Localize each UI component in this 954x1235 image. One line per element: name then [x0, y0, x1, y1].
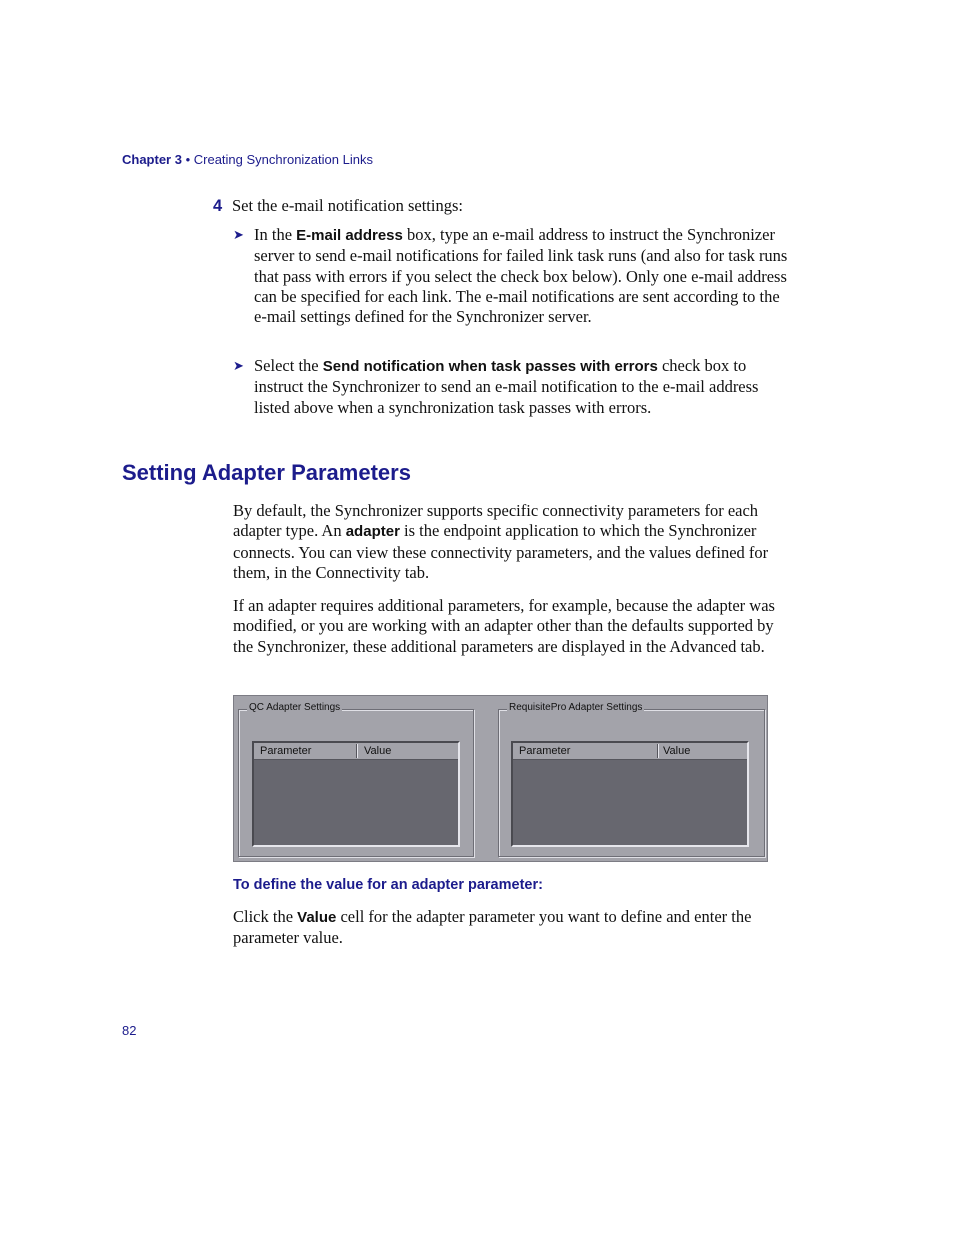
bullet-arrow-icon: ➤ [233, 358, 244, 373]
paragraph-adapter-intro [233, 501, 793, 583]
procedure-title: To define the value for an adapter parameter: [233, 877, 543, 893]
requisitepro-parameters-grid[interactable] [511, 741, 749, 847]
paragraph-keyword: adapter [345, 523, 400, 541]
column-header-parameter[interactable]: Parameter [260, 745, 312, 757]
bullet-email-address [233, 225, 793, 327]
bullet-post: check box to instruct the Synchronizer to send an e-mail notification to the e-mail address listed above when a synchronization task passes with errors. [254, 356, 759, 417]
grid-header [513, 743, 747, 760]
column-header-value[interactable]: Value [364, 745, 392, 757]
bullet-arrow-icon: ➤ [233, 227, 244, 242]
qc-adapter-settings-group [238, 702, 474, 857]
bullet-text [254, 356, 793, 418]
qc-parameters-grid[interactable] [252, 741, 460, 847]
step-text: Set the e-mail notification settings: [232, 196, 463, 215]
running-header [122, 152, 373, 167]
procedure-post: cell for the adapter parameter you want to define and enter the parameter value. [233, 907, 752, 948]
step-4 [213, 196, 463, 216]
paragraph-pre: By default, the Synchronizer supports specific connectivity parameters for each adapter type. An [233, 501, 759, 541]
bullet-text [254, 225, 793, 327]
column-separator[interactable] [356, 744, 357, 758]
bullet-send-notification [233, 356, 793, 418]
step-number: 4 [213, 197, 223, 215]
bullet-post: box, type an e-mail address to instruct the Synchronizer server to send e-mail notifications for failed link task runs (and also for task runs that pass with errors if you select the check box below). Only one e-mail address can be specified for each link. The e-mail notifications are sent according to the e-mail settings defined for the Synchronizer server. [254, 225, 788, 327]
column-header-value[interactable]: Value [663, 745, 691, 757]
header-separator: • [181, 152, 194, 167]
procedure-pre: Click the [233, 907, 298, 926]
column-header-parameter[interactable]: Parameter [519, 745, 571, 757]
group-label: RequisitePro Adapter Settings [509, 702, 643, 713]
grid-header [254, 743, 458, 760]
paragraph-advanced-tab: If an adapter requires additional parameters, for example, because the adapter was modified, or you are working with an adapter other than the defaults supported by the Synchronizer, these additional parameters are displayed in the Advanced tab. [233, 596, 775, 656]
bullet-keyword: E-mail address [296, 227, 403, 244]
bullet-keyword: Send notification when task passes with errors [322, 358, 658, 375]
group-label: QC Adapter Settings [249, 702, 341, 713]
paragraph-post: is the endpoint application to which the Synchronizer connects. You can view these connectivity parameters, and the values defined for them, in the Connectivity tab. [233, 521, 769, 582]
page-number: 82 [122, 1023, 137, 1038]
section-heading: Setting Adapter Parameters [122, 460, 411, 485]
bullet-pre: In the [254, 225, 297, 244]
adapter-settings-screenshot [233, 695, 768, 862]
procedure-keyword: Value [297, 909, 337, 926]
header-chapter: Chapter 3 [122, 152, 182, 167]
procedure-text [233, 907, 793, 949]
header-title: Creating Synchronization Links [193, 152, 373, 167]
column-separator[interactable] [657, 744, 658, 758]
bullet-pre: Select the [254, 356, 323, 375]
requisitepro-adapter-settings-group [498, 702, 765, 857]
